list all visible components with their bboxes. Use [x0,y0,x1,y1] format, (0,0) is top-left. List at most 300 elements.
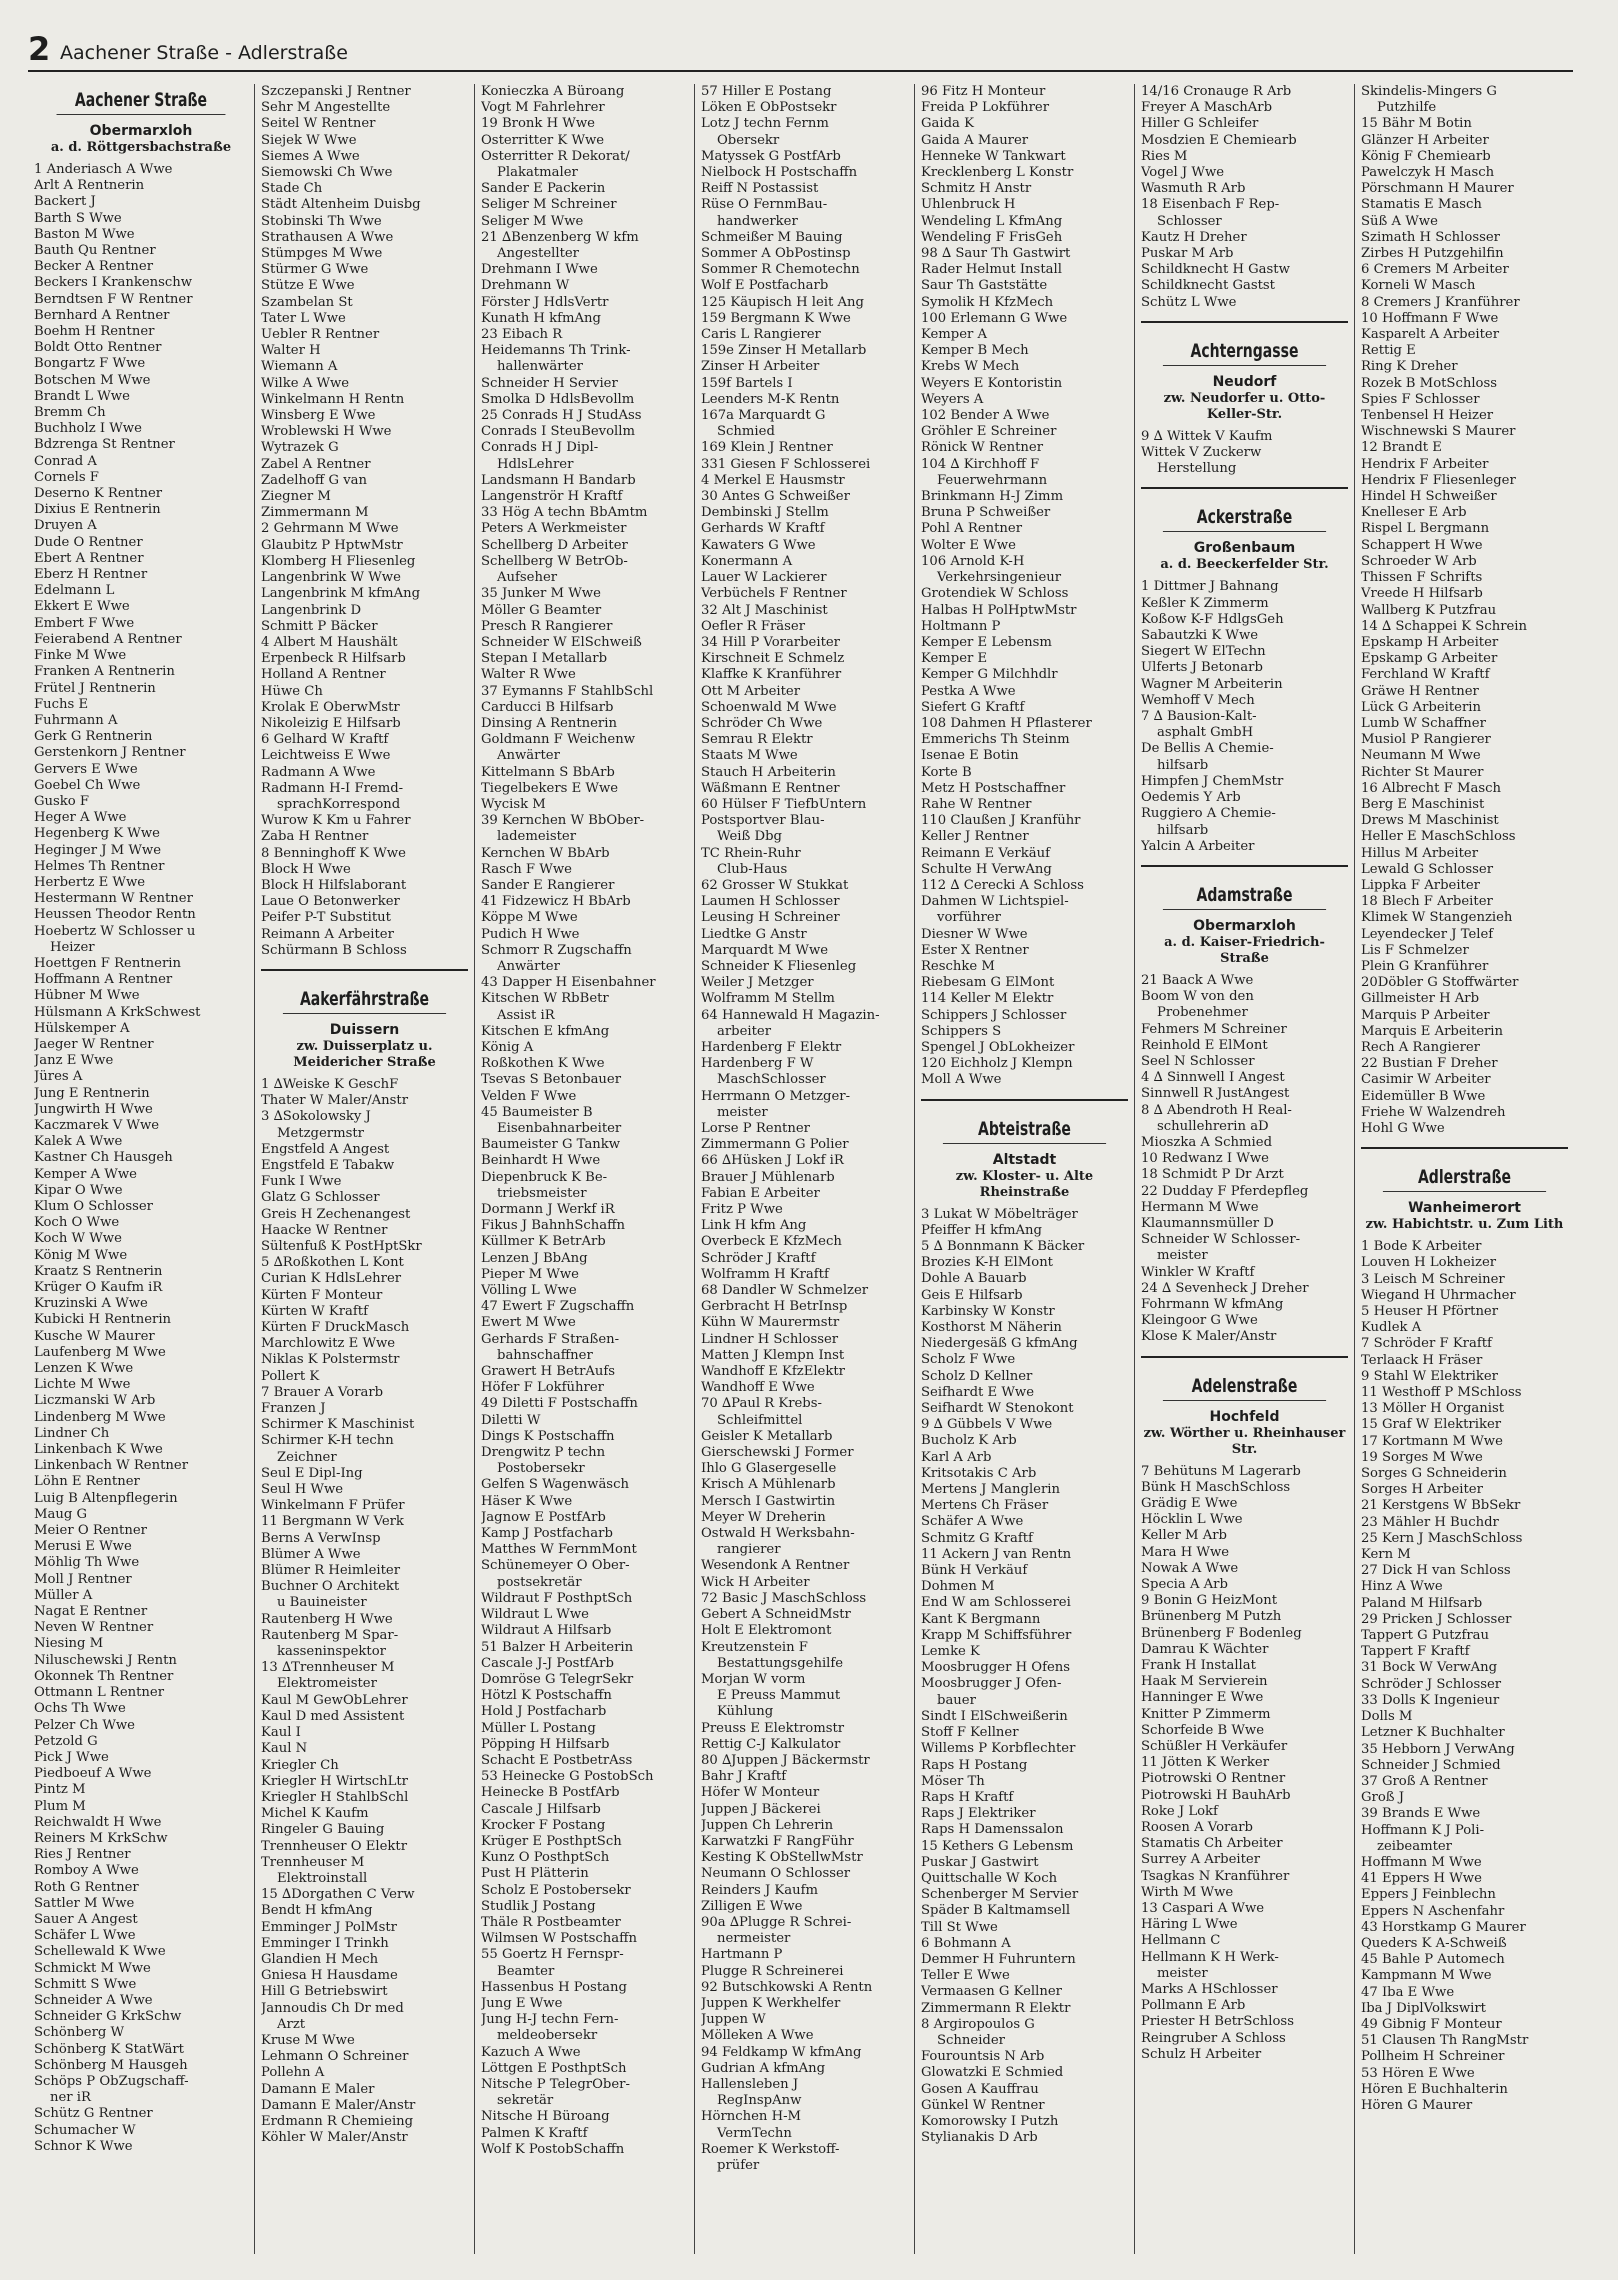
resident-entry: Dohmen M [921,1579,995,1595]
resident-entry: Neven W Rentner [34,1620,154,1636]
resident-entry: Schappert H Wwe [1361,537,1483,553]
resident-entry: Schmickt M Wwe [34,1960,151,1976]
resident-entry: Gerhards W Kraftf [701,521,825,537]
resident-entry: Krapp M Schiffsführer [921,1627,1072,1643]
resident-entry: Bdzrenga St Rentner [34,437,175,453]
resident-entry: Conrad A [34,453,97,469]
resident-entry: Spies F Schlosser [1361,391,1480,407]
resident-entry: 18 Blech F Arbeiter [1361,894,1493,910]
resident-entry: Hoffmann A Rentner [34,972,173,988]
resident-entry: Epskamp H Arbeiter [1361,634,1499,650]
resident-entry: 16 Albrecht F Masch [1361,780,1501,796]
resident-entry: Gosen A Kauffrau [921,2081,1039,2097]
resident-entry: Pintz M [34,1782,86,1798]
resident-entry: Klimek W Stangenzieh [1361,910,1513,926]
resident-entry: Siejek W Wwe [261,132,357,148]
resident-entry: 39 Kernchen W BbOber- [481,813,645,829]
resident-entry: Heussen Theodor Rentn [34,907,196,923]
resident-entry: 33 Dolls K Ingenieur [1361,1692,1500,1708]
resident-entry: Riebesam G ElMont [921,975,1055,991]
resident-entry: Radmann A Wwe [261,764,376,780]
entry-continuation: Assist iR [497,1007,555,1023]
resident-entry: 92 Butschkowski A Rentn [701,1979,873,1995]
resident-entry: König M Wwe [34,1247,128,1263]
resident-entry: Beckers I Krankenschw [34,275,193,291]
resident-entry: Jaeger W Rentner [34,1036,154,1052]
resident-entry: Reiners M KrkSchw [34,1830,168,1846]
resident-entry: 66 ∆Hüsken J Lokf iR [701,1153,844,1169]
resident-entry: Lindner Ch [34,1425,110,1441]
resident-entry: Buchner O Architekt [261,1579,400,1595]
resident-entry: Teller E Wwe [921,1968,1010,1984]
resident-entry: Hill G Betriebswirt [261,1984,388,2000]
resident-entry: Stobinski Th Wwe [261,213,382,229]
resident-entry: Hellmann K H Werk- [1141,1949,1279,1965]
resident-entry: Erpenbeck R Hilfsarb [261,651,406,667]
resident-entry: 62 Grosser W Stukkat [701,877,849,893]
resident-entry: Schneider J Schmied [1361,1757,1501,1773]
page-title: Aachener Straße - Adlerstraße [60,42,348,64]
resident-entry: Eidemüller B Wwe [1361,1088,1486,1104]
resident-entry: 21 Baack A Wwe [1141,972,1254,988]
resident-entry: Brünenberg M Putzh [1141,1609,1282,1625]
resident-entry: Rönick W Rentner [921,440,1044,456]
resident-entry: Bongartz F Wwe [34,356,146,372]
resident-entry: 159 Bergmann K Wwe [701,310,851,326]
resident-entry: Szczepanski J Rentner [261,84,411,99]
resident-entry: Keßler K Zimmerm [1141,595,1269,611]
resident-entry: Schenberger M Servier [921,1887,1079,1903]
resident-entry: Glaubitz P HptwMstr [261,537,403,553]
resident-entry: Marchlowitz E Wwe [261,1336,396,1352]
street-heading: Adlerstraße [1383,1163,1546,1192]
resident-entry: Gerhards F Straßen- [481,1331,620,1347]
resident-entry: Plum M [34,1798,86,1814]
resident-entry: Möller G Beamter [481,602,602,618]
resident-entry: Rispel L Bergmann [1361,521,1490,537]
resident-entry: Kudlek A [1361,1320,1422,1336]
entry-continuation: Aufseher [497,570,558,586]
entry-continuation: Elektroinstall [277,1870,368,1886]
resident-entry: Lorse P Rentner [701,1121,810,1136]
resident-entry: Kaul D med Assistent [261,1708,405,1724]
resident-entry: Jung E Rentnerin [34,1085,150,1101]
resident-entry: Henneke W Tankwart [921,148,1066,164]
resident-entry: Klum O Schlosser [34,1199,153,1214]
resident-entry: Leusing H Schreiner [701,910,840,926]
resident-entry: Domröse G TelegrSekr [481,1671,634,1687]
resident-entry: Mertens J Manglerin [921,1482,1060,1498]
entry-continuation: Anwärter [497,958,560,974]
resident-entry: Knitter P Zimmerm [1141,1706,1271,1722]
resident-entry: Haak M Servierein [1141,1674,1268,1690]
street-section-note: a. d. Röttgersbachstraße [50,140,232,155]
resident-entry: Langenbrink W Wwe [261,570,401,586]
resident-entry: Schröder Ch Wwe [701,715,823,731]
resident-entry: Kosthorst M Näherin [921,1320,1062,1336]
resident-entry: Hülsmann A KrkSchwest [34,1004,201,1020]
resident-entry: Schorfeide B Wwe [1141,1722,1265,1738]
resident-entry: Geisler K Metallarb [701,1428,833,1444]
resident-entry: Fritz P Wwe [701,1202,783,1218]
resident-entry: Dormann J Werkf iR [481,1202,615,1218]
resident-entry: Weyers E Kontoristin [921,375,1063,391]
resident-entry: Kern M [1361,1547,1411,1563]
resident-entry: Herbertz E Wwe [34,874,146,890]
resident-entry: 32 Alt J Maschinist [701,602,828,618]
entry-continuation: prüfer [717,2158,760,2173]
resident-entry: 14 ∆ Schappei K Schrein [1361,618,1528,634]
resident-entry: Jagnow E PostfArb [481,1509,606,1525]
resident-entry: Fehmers M Schreiner [1141,1021,1287,1037]
resident-entry: 22 Bustian F Dreher [1361,1056,1498,1072]
resident-entry: Ring K Dreher [1361,359,1458,375]
resident-entry: Heller E MaschSchloss [1361,829,1516,845]
resident-entry: Siefert G Kraftf [921,699,1025,715]
resident-entry: Stepan I Metallarb [481,651,608,667]
entry-continuation: u Bauineister [277,1595,367,1611]
resident-entry: Sander E Packerin [481,181,606,197]
resident-entry: Mara H Wwe [1141,1544,1230,1560]
resident-entry: Schulz H Arbeiter [1141,2046,1262,2062]
resident-entry: Völling L Wwe [481,1283,577,1299]
resident-entry: Ewert M Wwe [481,1315,576,1331]
entry-continuation: Bestattungsgehilfe [717,1655,844,1671]
resident-entry: Ulferts J Betonarb [1141,660,1263,676]
resident-entry: Wick H Arbeiter [701,1574,810,1590]
resident-entry: Meyer W Dreherin [701,1509,826,1525]
resident-entry: 23 Mähler H Buchdr [1361,1514,1499,1530]
resident-entry: Dahmen W Lichtspiel- [921,894,1069,910]
resident-entry: Seliger M Wwe [481,213,584,229]
resident-entry: Schäfer A Wwe [921,1514,1024,1530]
resident-entry: Keller J Rentner [921,829,1029,845]
resident-entry: Berg E Maschinist [1361,796,1485,812]
resident-entry: Pöpping H Hilfsarb [481,1736,610,1752]
resident-entry: 3 ∆Sokolowsky J [261,1109,371,1125]
resident-entry: Hegenberg K Wwe [34,826,160,842]
resident-entry: Druyen A [34,518,97,534]
entry-continuation: triebsmeister [497,1185,587,1201]
resident-entry: Lauer W Lackierer [701,570,827,586]
entry-continuation: nermeister [717,1931,791,1947]
resident-entry: Verbüchels F Rentner [701,586,847,602]
entry-continuation: Schmied [717,424,775,440]
resident-entry: 108 Dahmen H Pflasterer [921,715,1092,731]
resident-entry: Stütze E Wwe [261,278,355,294]
resident-entry: 331 Giesen F Schlosserei [701,456,871,472]
resident-entry: Kemper E Lebensm [921,634,1052,650]
resident-entry: Piotrowski H BauhArb [1141,1787,1291,1803]
resident-entry: Korte B [921,764,972,780]
resident-entry: Franken A Rentnerin [34,664,175,680]
resident-entry: Willems P Korbflechter [921,1741,1076,1757]
resident-entry: Frank H Installat [1141,1658,1256,1674]
resident-entry: 53 Heinecke G PostobSch [481,1769,654,1785]
resident-entry: 37 Groß A Rentner [1361,1773,1488,1789]
resident-entry: Greis H Zechenangest [261,1206,411,1222]
resident-entry: Kemper A [921,327,988,343]
resident-entry: Berns A VerwInsp [261,1530,381,1546]
resident-entry: Embert F Wwe [34,615,135,631]
resident-entry: Emminger I Trinkh [261,1935,389,1951]
resident-entry: Studlik J Postang [481,1898,596,1914]
resident-entry: Schmorr R Zugschaffn [481,942,632,958]
resident-entry: Neumann M Wwe [1361,748,1481,764]
resident-entry: Zabel A Rentner [261,456,371,472]
resident-entry: Hüwe Ch [261,683,323,699]
resident-entry: Roth G Rentner [34,1879,139,1895]
resident-entry: Kriegler H StahlbSchl [261,1789,409,1805]
resident-entry: Schroeder W Arb [1361,553,1477,569]
resident-entry: Glatz G Schlosser [261,1190,380,1206]
resident-entry: Laumen H Schlosser [701,894,840,910]
resident-entry: Wildraut A Hilfsarb [481,1623,612,1639]
entry-continuation: Eisenbahnarbeiter [497,1121,622,1136]
resident-entry: Peters A Werkmeister [481,521,627,537]
resident-entry: Rautenberg M Spar- [261,1627,399,1643]
resident-entry: Dinsing A Rentnerin [481,715,617,731]
resident-entry: Korneli W Masch [1361,278,1476,294]
resident-entry: Kürten W Kraftf [261,1303,368,1319]
resident-entry: Schnor K Wwe [34,2138,133,2154]
resident-entry: Moll A Wwe [921,1072,1002,1088]
resident-entry: Kalek A Wwe [34,1134,123,1150]
resident-entry: 45 Bahle P Automech [1361,1952,1505,1968]
resident-entry: 7 Behütuns M Lagerarb [1141,1463,1301,1479]
resident-entry: Hören G Maurer [1361,2097,1473,2113]
resident-entry: Dings K Postschaffn [481,1428,615,1444]
resident-entry: Plein G Kranführer [1361,958,1489,974]
resident-entry: Tater L Wwe [261,310,346,326]
resident-entry: Höfer W Monteur [701,1785,820,1801]
resident-entry: Kaul I [261,1725,301,1741]
resident-entry: 9 ∆ Wittek V Kaufm [1141,428,1273,444]
resident-entry: Stade Ch [261,181,323,197]
resident-entry: Strathausen A Wwe [261,229,394,245]
resident-entry: Casimir W Arbeiter [1361,1072,1491,1088]
resident-entry: Nagat E Rentner [34,1604,148,1620]
directory-column [1354,84,1574,2254]
resident-entry: Rautenberg H Wwe [261,1611,393,1627]
street-divider [1141,321,1348,323]
resident-entry: Karl A Arb [921,1449,992,1465]
resident-entry: Seifhardt W Stenokont [921,1401,1074,1417]
resident-entry: Fohrmann W kfmAng [1141,1296,1284,1312]
street-divider [1141,487,1348,489]
resident-entry: Wolf E Postfacharb [701,278,829,294]
resident-entry: Engstfeld A Angest [261,1141,390,1157]
resident-entry: Schippers S [921,1023,1002,1039]
resident-entry: Schoenwald M Wwe [701,699,837,715]
resident-entry: Blümer R Heimleiter [261,1563,401,1579]
resident-entry: Mölleken A Wwe [701,2028,814,2044]
resident-entry: Baumeister G Tankw [481,1137,621,1153]
resident-entry: Merusi E Wwe [34,1539,132,1555]
street-section-note: zw. Wörther u. Rheinhauser Str. [1143,1425,1346,1457]
resident-entry: Seul E Dipl-Ing [261,1465,363,1481]
resident-entry: Reimann E Verkäuf [921,845,1050,861]
resident-entry: Lenzen K Wwe [34,1361,134,1377]
resident-entry: Schröder J Kraftf [701,1250,816,1266]
resident-entry: Karwatzki F RangFühr [701,1833,854,1849]
resident-entry: 94 Feldkamp W kfmAng [701,2044,862,2060]
resident-entry: Langenbrink D [261,602,362,618]
resident-entry: Schmitt S Wwe [34,1976,137,1992]
resident-entry: Reinders J Kaufm [701,1882,819,1898]
resident-entry: 7 Schröder F Kraftf [1361,1336,1492,1352]
resident-entry: Koch O Wwe [34,1215,120,1231]
resident-entry: 4 Merkel E Hausmstr [701,472,845,488]
resident-entry: Höfer F Lokführer [481,1380,604,1396]
resident-entry: Jung H-J techn Fern- [481,2012,619,2028]
resident-entry: Kühn W Maurermstr [701,1315,840,1331]
resident-entry: Kemper E [921,651,988,667]
resident-entry: Komorowsky I Putzh [921,2113,1059,2129]
resident-entry: 6 Cremers M Arbeiter [1361,262,1509,278]
resident-entry: Emmerichs Th Steinm [921,732,1070,748]
resident-entry: Lippka F Arbeiter [1361,877,1480,893]
resident-entry: Drengwitz P techn [481,1445,606,1461]
resident-entry: Smolka D HdlsBevollm [481,391,635,407]
district-heading: Wanheimerort [1408,1200,1521,1217]
resident-entry: Frütel J Rentnerin [34,680,156,696]
resident-entry: Meier O Rentner [34,1523,147,1539]
resident-entry: Wittek V Zuckerw [1141,445,1262,461]
entry-continuation: Schlosser [1157,213,1222,229]
resident-entry: Louven H Lokheizer [1361,1255,1497,1271]
resident-entry: Staats M Wwe [701,748,798,764]
resident-entry: Boom W von den [1141,989,1254,1005]
resident-entry: 120 Eichholz J Klempn [921,1056,1073,1072]
resident-entry: Friehe W Walzendreh [1361,1104,1506,1120]
resident-entry: Stamatis E Masch [1361,197,1482,213]
resident-entry: Maug G [34,1506,88,1522]
resident-entry: Jungwirth H Wwe [34,1101,153,1117]
street-divider [1141,1356,1348,1358]
resident-entry: Kampmann M Wwe [1361,1968,1492,1984]
resident-entry: Klomberg H Fliesenleg [261,553,416,569]
resident-entry: Reinhold E ElMont [1141,1037,1268,1053]
resident-entry: 1 ∆Weiske K GeschF [261,1076,399,1092]
resident-entry: 43 Horstkamp G Maurer [1361,1919,1526,1935]
resident-entry: Ziegner M [261,489,331,505]
resident-entry: Wolf K PostobSchaffn [481,2141,625,2157]
resident-entry: Raps H Postang [921,1757,1028,1773]
resident-entry: Bendt H kfmAng [261,1903,373,1919]
resident-entry: Ihlo G Glasergeselle [701,1461,837,1477]
resident-entry: Langenströr H Kraftf [481,489,623,505]
resident-entry: Krüger E PosthptSch [481,1833,622,1849]
resident-entry: Eppers J Feinblechn [1361,1887,1496,1903]
resident-entry: Seliger M Schreiner [481,197,617,213]
resident-entry: Köppe M Wwe [481,910,578,926]
resident-entry: Kastner Ch Hausgeh [34,1150,173,1166]
entry-continuation: Plakatmaler [497,165,578,181]
resident-entry: Hübner M Wwe [34,988,140,1004]
directory-column [694,84,914,2254]
resident-entry: Hiller G Schleifer [1141,116,1259,132]
resident-entry: Diepenbruck K Be- [481,1169,608,1185]
resident-entry: Rader Helmut Install [921,262,1062,278]
resident-entry: Linkenbach K Wwe [34,1442,163,1458]
resident-entry: Rüse O FernmBau- [701,197,828,213]
resident-entry: Hohl G Wwe [1361,1121,1445,1136]
resident-entry: Bünk H Verkäuf [921,1563,1028,1579]
resident-entry: Gebert A SchneidMstr [701,1607,851,1623]
entry-continuation: Obersekr [717,132,780,148]
street-section-note: a. d. Beeckerfelder Str. [1160,557,1329,573]
resident-entry: Hallensleben J [701,2076,799,2092]
resident-entry: Kesting K ObStellwMstr [701,1850,863,1866]
resident-entry: Winkler W Kraftf [1141,1264,1255,1280]
directory-column [914,84,1134,2254]
resident-entry: Schneider G KrkSchw [34,2009,182,2025]
resident-entry: Seitel W Rentner [261,116,376,132]
resident-entry: Stylianakis D Arb [921,2130,1038,2146]
resident-entry: Linkenbach W Rentner [34,1458,189,1474]
resident-entry: Semrau R Elektr [701,732,813,748]
resident-entry: Preuss E Elektromstr [701,1720,845,1736]
resident-entry: 6 Gelhard W Kraftf [261,732,389,748]
resident-entry: Rech A Rangierer [1361,1039,1480,1055]
resident-entry: Schneider A Wwe [34,1992,153,2008]
resident-entry: Pestka A Wwe [921,683,1016,699]
resident-entry: Schmitz H Anstr [921,181,1032,197]
resident-entry: 104 ∆ Kirchhoff F [921,456,1040,472]
resident-entry: Boehm H Rentner [34,324,155,340]
resident-entry: Kürten F DruckMasch [261,1320,410,1336]
resident-entry: Buchholz I Wwe [34,421,142,437]
resident-entry: Matten J Klempn Inst [701,1347,845,1363]
resident-entry: Cornels F [34,469,99,485]
resident-entry: De Bellis A Chemie- [1141,741,1274,757]
street-divider [1141,865,1348,867]
resident-entry: Diesner W Wwe [921,926,1028,942]
resident-entry: 64 Hannewald H Magazin- [701,1007,880,1023]
resident-entry: Löhn E Rentner [34,1474,140,1490]
resident-entry: Velden F Wwe [481,1088,577,1104]
street-divider [1361,1147,1568,1149]
resident-entry: Wytrazek G [261,440,339,456]
entry-continuation: lademeister [497,829,577,845]
resident-entry: Zadelhoff G van [261,472,368,488]
resident-entry: Sommer R Chemotechn [701,262,860,278]
resident-entry: Franzen J [261,1401,326,1417]
resident-entry: Pfeiffer H kfmAng [921,1222,1042,1238]
resident-entry: 5 ∆ Bonnmann K Bäcker [921,1239,1085,1254]
resident-entry: Conrads I SteuBevollm [481,424,635,440]
resident-entry: Stümpges M Wwe [261,246,383,262]
resident-entry: Helmes Th Rentner [34,858,165,874]
resident-entry: Caris L Rangierer [701,327,821,343]
resident-entry: Seel N Schlosser [1141,1053,1255,1069]
entry-continuation: sekretär [497,2093,554,2109]
resident-entry: Rasch F Wwe [481,861,572,877]
resident-entry: Schellberg D Arbeiter [481,537,628,553]
resident-entry: 114 Keller M Elektr [921,991,1054,1007]
resident-entry: Hülskemper A [34,1020,130,1036]
resident-entry: Gerk G Rentnerin [34,729,153,745]
resident-entry: 15 ∆Dorgathen C Verw [261,1887,415,1903]
entry-continuation: VermTechn [717,2125,792,2141]
resident-entry: Demmer H Fuhruntern [921,1951,1076,1967]
resident-entry: Stamatis Ch Arbeiter [1141,1836,1283,1852]
resident-entry: Niluschewski J Rentn [34,1652,177,1668]
resident-entry: Quittschalle W Koch [921,1870,1058,1886]
entry-continuation: hilfsarb [1157,822,1209,838]
resident-entry: Geis E Hilfsarb [921,1287,1023,1303]
